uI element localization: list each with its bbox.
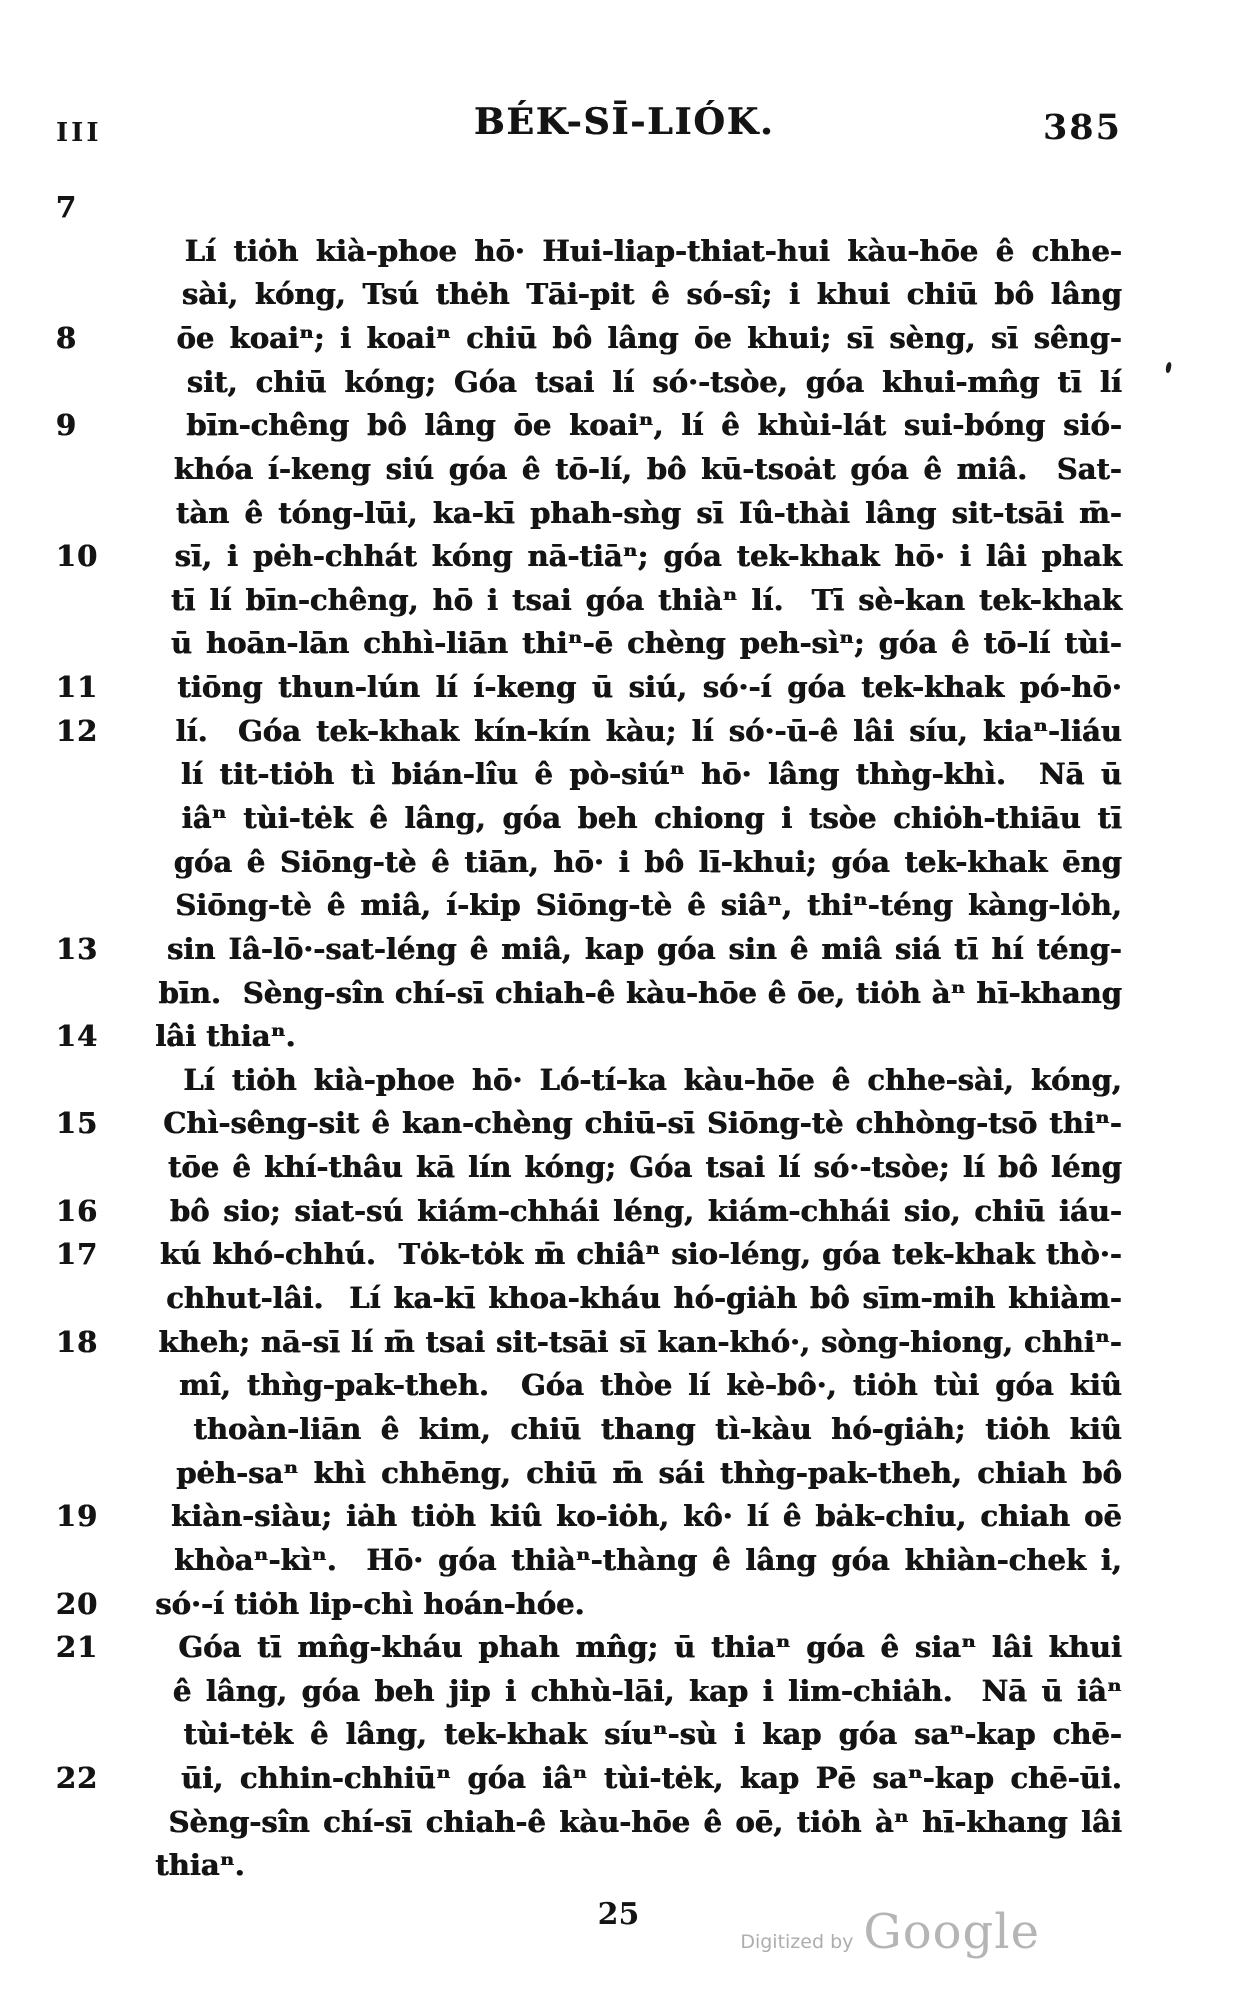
verse-text: tiōng thun-lún lí í-keng ū siú, só·-í góa tek-khak pó-hō· bbox=[177, 670, 1122, 705]
verse-text: só·-í tiȯh lip-chì hoán-hóe. bbox=[155, 1586, 585, 1621]
text-line bbox=[0, 841, 1249, 923]
text-line bbox=[0, 1321, 1249, 1403]
text-line bbox=[0, 448, 1249, 530]
verse-text: sài, kóng, Tsú thėh Tāi-pit ê só-sî; i khui chiū bô lâng bbox=[182, 277, 1122, 312]
verse-text: sin Iâ-lō·-sat-léng ê miâ, kap góa sin ê miâ siá tī hí téng- bbox=[167, 931, 1122, 966]
verse-text: tōe ê khí-thâu kā lín kóng; Góa tsai lí só·-tsòe; lí bô léng bbox=[168, 1150, 1122, 1185]
text-line bbox=[0, 1801, 1249, 1883]
verse-text: kiàn-siàu; iȧh tiȯh kiû ko-iȯh, kô· lí ê bȧk-chiu, chiah oē bbox=[171, 1499, 1122, 1534]
verse-number: 13 bbox=[56, 931, 99, 966]
verse-text: iâⁿ tùi-tėk ê lâng, góa beh chiong i tsòe chiȯh-thiāu tī bbox=[181, 800, 1122, 835]
verse-text: ū hoān-lān chhì-liān thiⁿ-ē chèng peh-sìⁿ; góa ê tō-lí tùi- bbox=[171, 626, 1122, 661]
text-block bbox=[0, 186, 1249, 1883]
verse-number: 9 bbox=[56, 408, 78, 443]
text-line bbox=[0, 1233, 1249, 1316]
page-number: 385 bbox=[1042, 107, 1122, 148]
verse-number: 11 bbox=[56, 670, 99, 705]
verse-text: Chì-sêng-sit ê kan-chèng chiū-sī Siōng-tè chhòng-tsō thiⁿ- bbox=[163, 1106, 1122, 1141]
verse-text: tī lí bīn-chêng, hō i tsai góa thiàⁿ lí. Tī sè-kan tek-khak bbox=[171, 582, 1122, 617]
verse-number: 8 bbox=[56, 320, 78, 355]
text-line bbox=[0, 273, 1249, 355]
verse-text: Lí tiȯh kià-phoe hō· Hui-liap-thiat-hui kàu-hōe ê chhe- bbox=[184, 233, 1123, 268]
text-line bbox=[0, 186, 1249, 268]
chapter-roman-numeral: III bbox=[56, 118, 102, 148]
google-watermark bbox=[740, 1904, 1040, 1960]
verse-number: 17 bbox=[56, 1237, 99, 1272]
verse-text: Sèng-sîn chí-sī chiah-ê kàu-hōe ê oē, tiȯh àⁿ hī-khang lâi bbox=[168, 1804, 1122, 1839]
digitized-by-label: Digitized by bbox=[740, 1931, 854, 1953]
verse-text: tàn ê tóng-lūi, ka-kī phah-sǹg sī Iû-thài lâng sit-tsāi m̄- bbox=[176, 495, 1122, 530]
verse-text: khòaⁿ-kìⁿ. Hō· góa thiàⁿ-thàng ê lâng góa khiàn-chek i, bbox=[174, 1542, 1122, 1577]
verse-number: 15 bbox=[56, 1106, 99, 1141]
verse-text: ōe koaiⁿ; i koaiⁿ chiū bô lâng ōe khui; sī sèng, sī sêng- bbox=[176, 320, 1122, 355]
text-line bbox=[0, 1364, 1249, 1446]
text-line bbox=[0, 1102, 1249, 1185]
verse-text: ūi, chhin-chhiūⁿ góa iâⁿ tùi-tėk, kap Pē saⁿ-kap chē-ūi. bbox=[181, 1761, 1122, 1796]
running-title: BÉK-SĪ-LIÓK. bbox=[474, 101, 775, 143]
verse-number: 20 bbox=[56, 1586, 99, 1621]
verse-text: lí tit-tiȯh tì bián-lîu ê pò-siúⁿ hō· lâng thǹg-khì. Nā ū bbox=[181, 757, 1122, 792]
text-line bbox=[0, 1015, 1249, 1097]
text-line bbox=[0, 1757, 1249, 1839]
verse-text: chhut-lâi. Lí ka-kī khoa-kháu hó-giȧh bô sīm-mih khiàm- bbox=[166, 1281, 1122, 1316]
verse-text: mî, thǹg-pak-theh. Góa thòe lí kè-bô·, tiȯh tùi góa kiû bbox=[179, 1368, 1122, 1403]
text-line bbox=[0, 404, 1249, 486]
verse-text: kheh; nā-sī lí m̄ tsai sit-tsāi sī kan-khó·, sòng-hiong, chhiⁿ- bbox=[158, 1324, 1122, 1359]
verse-text: Siōng-tè ê miâ, í-kip Siōng-tè ê siâⁿ, thiⁿ-téng kàng-lȯh, bbox=[175, 888, 1122, 923]
verse-number: 7 bbox=[56, 190, 78, 224]
verse-text: góa ê Siōng-tè ê tiān, hō· i bô lī-khui; góa tek-khak ēng bbox=[173, 844, 1122, 879]
verse-text: sit, chiū kóng; Góa tsai lí só·-tsòe, góa khui-mn̂g tī lí bbox=[186, 364, 1122, 399]
verse-number: 10 bbox=[56, 539, 99, 574]
verse-number: 16 bbox=[56, 1193, 99, 1228]
verse-text: bīn. Sèng-sîn chí-sī chiah-ê kàu-hōe ê ōe, tiȯh àⁿ hī-khang bbox=[158, 975, 1122, 1010]
verse-text: lâi thiaⁿ. bbox=[155, 1019, 296, 1054]
verse-number: 12 bbox=[56, 713, 99, 748]
text-line bbox=[0, 1626, 1249, 1708]
text-line bbox=[0, 753, 1249, 835]
text-line bbox=[0, 535, 1249, 617]
verse-text: thiaⁿ. bbox=[155, 1848, 245, 1883]
verse-number: 18 bbox=[56, 1324, 99, 1359]
text-line bbox=[0, 361, 1249, 443]
text-line bbox=[0, 230, 1249, 312]
text-line bbox=[0, 797, 1249, 879]
text-line bbox=[0, 928, 1249, 1010]
text-line bbox=[0, 317, 1249, 399]
verse-number: 22 bbox=[56, 1761, 99, 1796]
verse-text: kú khó-chhú. Tȯk-tȯk m̄ chiâⁿ sio-léng, góa tek-khak thò·- bbox=[160, 1237, 1122, 1272]
google-logo: Google bbox=[863, 1904, 1040, 1960]
text-line bbox=[0, 710, 1249, 792]
verse-number: 19 bbox=[56, 1499, 99, 1534]
verse-text: Góa tī mn̂g-kháu phah mn̂g; ū thiaⁿ góa ê siaⁿ lâi khui bbox=[178, 1630, 1122, 1665]
verse-text: tùi-tėk ê lâng, tek-khak síuⁿ-sù i kap góa saⁿ-kap chē- bbox=[183, 1717, 1123, 1752]
verse-text: Lí tiȯh kià-phoe hō· Ló-tí-ka kàu-hōe ê chhe-sài, kóng, bbox=[183, 1062, 1122, 1097]
verse-text: thoàn-liān ê kim, chiū thang tì-kàu hó-giȧh; tiȯh kiû bbox=[193, 1411, 1122, 1446]
verse-text: lí. Góa tek-khak kín-kín kàu; lí só·-ū-ê lâi síu, kiaⁿ-liáu bbox=[175, 713, 1122, 748]
verse-text: pėh-saⁿ khì chhēng, chiū m̄ sái thǹg-pak-theh, chiah bô bbox=[176, 1455, 1122, 1490]
verse-number: 14 bbox=[56, 1019, 99, 1054]
verse-text: ê lâng, góa beh jip i chhù-lāi, kap i lim-chiȧh. Nā ū iâⁿ bbox=[173, 1673, 1122, 1708]
verse-number: 21 bbox=[56, 1630, 99, 1665]
verse-text: khóa í-keng siú góa ê tō-lí, bô kū-tsoȧt góa ê miâ. Sat- bbox=[173, 451, 1122, 486]
sheet-number: 25 bbox=[597, 1897, 640, 1932]
text-line bbox=[0, 1495, 1249, 1577]
text-line bbox=[0, 1670, 1249, 1752]
text-line bbox=[0, 1408, 1249, 1490]
verse-text: bô sio; siat-sú kiám-chhái léng, kiám-chhái sio, chiū iáu- bbox=[170, 1193, 1123, 1228]
verse-text: bīn-chêng bô lâng ōe koaiⁿ, lí ê khùi-lát sui-bóng sió- bbox=[186, 408, 1123, 443]
text-line bbox=[0, 579, 1249, 661]
verse-text: sī, i pėh-chhát kóng nā-tiāⁿ; góa tek-khak hō· i lâi phak bbox=[174, 539, 1122, 574]
